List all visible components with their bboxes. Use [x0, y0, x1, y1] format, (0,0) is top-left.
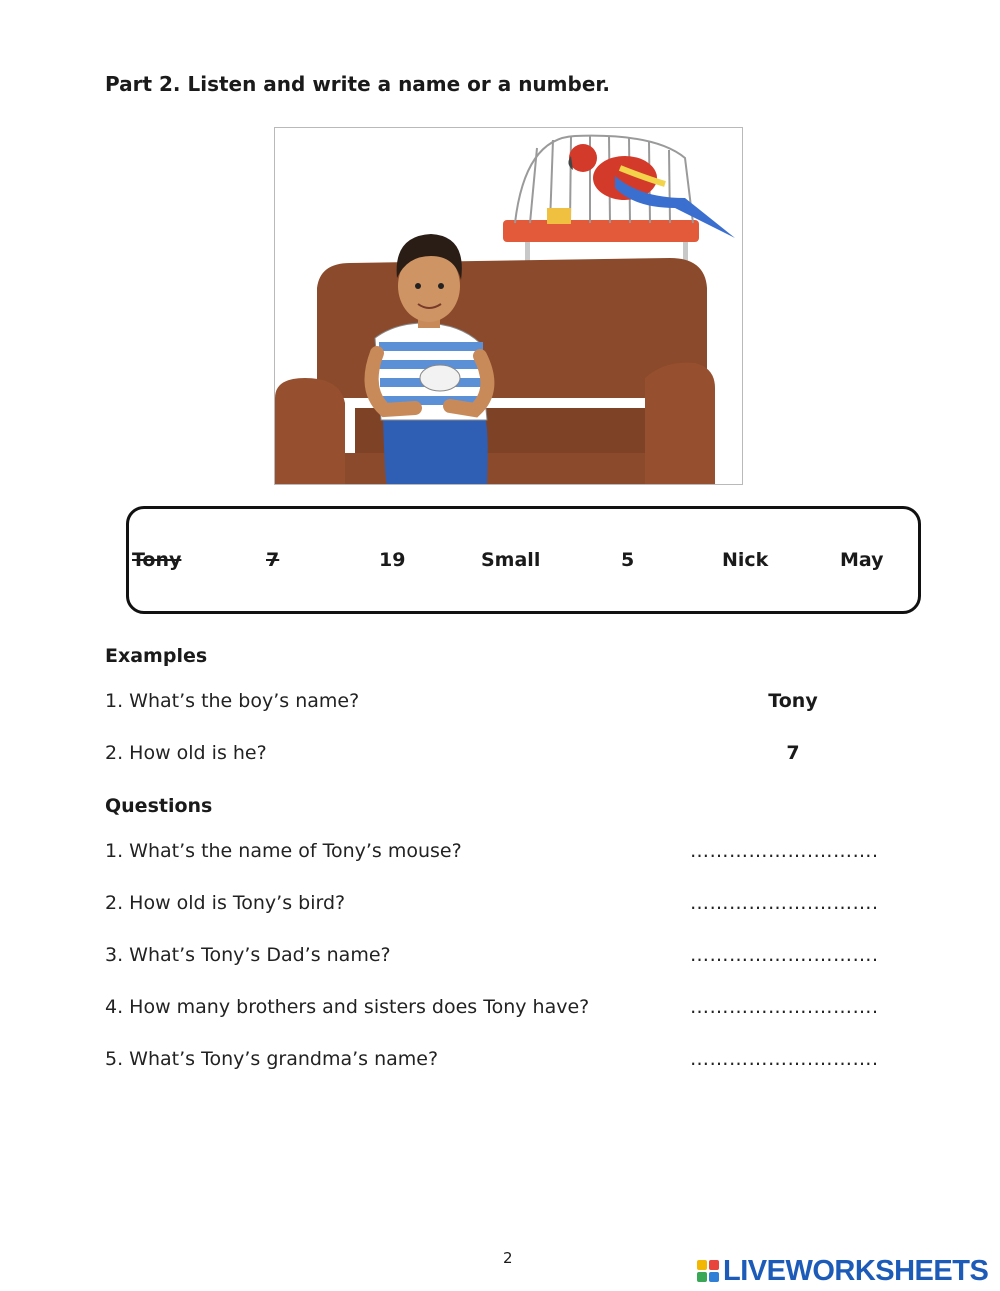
answer-blank[interactable]: ……………….……….: [690, 840, 879, 862]
word-bank-word: 19: [379, 549, 406, 571]
answer-blank[interactable]: ……………….……….: [690, 944, 879, 966]
cage-tray: [503, 220, 699, 242]
word-bank-word: Tony: [132, 549, 182, 571]
boy-eye: [415, 283, 421, 289]
word-bank-word: May: [840, 549, 884, 571]
example-question: 1. What’s the boy’s name?: [105, 690, 360, 712]
question-text: 5. What’s Tony’s grandma’s name?: [105, 1048, 439, 1070]
question-text: 3. What’s Tony’s Dad’s name?: [105, 944, 391, 966]
logo-text: LIVEWORKSHEETS: [723, 1254, 989, 1287]
worksheet-heading: Part 2. Listen and write a name or a number.: [105, 72, 610, 96]
word-bank-box: [126, 506, 921, 614]
sofa-arm-right: [645, 363, 715, 484]
question-text: 1. What’s the name of Tony’s mouse?: [105, 840, 462, 862]
question-text: 4. How many brothers and sisters does Tony have?: [105, 996, 590, 1018]
answer-blank[interactable]: ……………….……….: [690, 1048, 879, 1070]
illustration-svg: [275, 128, 742, 484]
example-answer: 7: [786, 742, 800, 764]
white-mouse: [420, 365, 460, 391]
examples-title: Examples: [105, 645, 208, 667]
liveworksheets-logo: [697, 1255, 988, 1287]
word-bank-word: 5: [621, 549, 635, 571]
logo-blocks-icon: [697, 1260, 719, 1282]
page-number: 2: [503, 1249, 513, 1267]
example-answer: Tony: [768, 690, 818, 712]
answer-blank[interactable]: ……………….……….: [690, 996, 879, 1018]
word-bank-word: 7: [266, 549, 280, 571]
boy-on-sofa-illustration: [274, 127, 743, 485]
answer-blank[interactable]: ……………….……….: [690, 892, 879, 914]
word-bank-word: Small: [481, 549, 541, 571]
seed-feeder: [547, 208, 571, 224]
questions-title: Questions: [105, 795, 213, 817]
word-bank-word: Nick: [722, 549, 769, 571]
example-question: 2. How old is he?: [105, 742, 267, 764]
boy-eye: [438, 283, 444, 289]
sofa-arm-left: [275, 378, 345, 484]
boy-jeans: [383, 418, 488, 484]
question-text: 2. How old is Tony’s bird?: [105, 892, 346, 914]
